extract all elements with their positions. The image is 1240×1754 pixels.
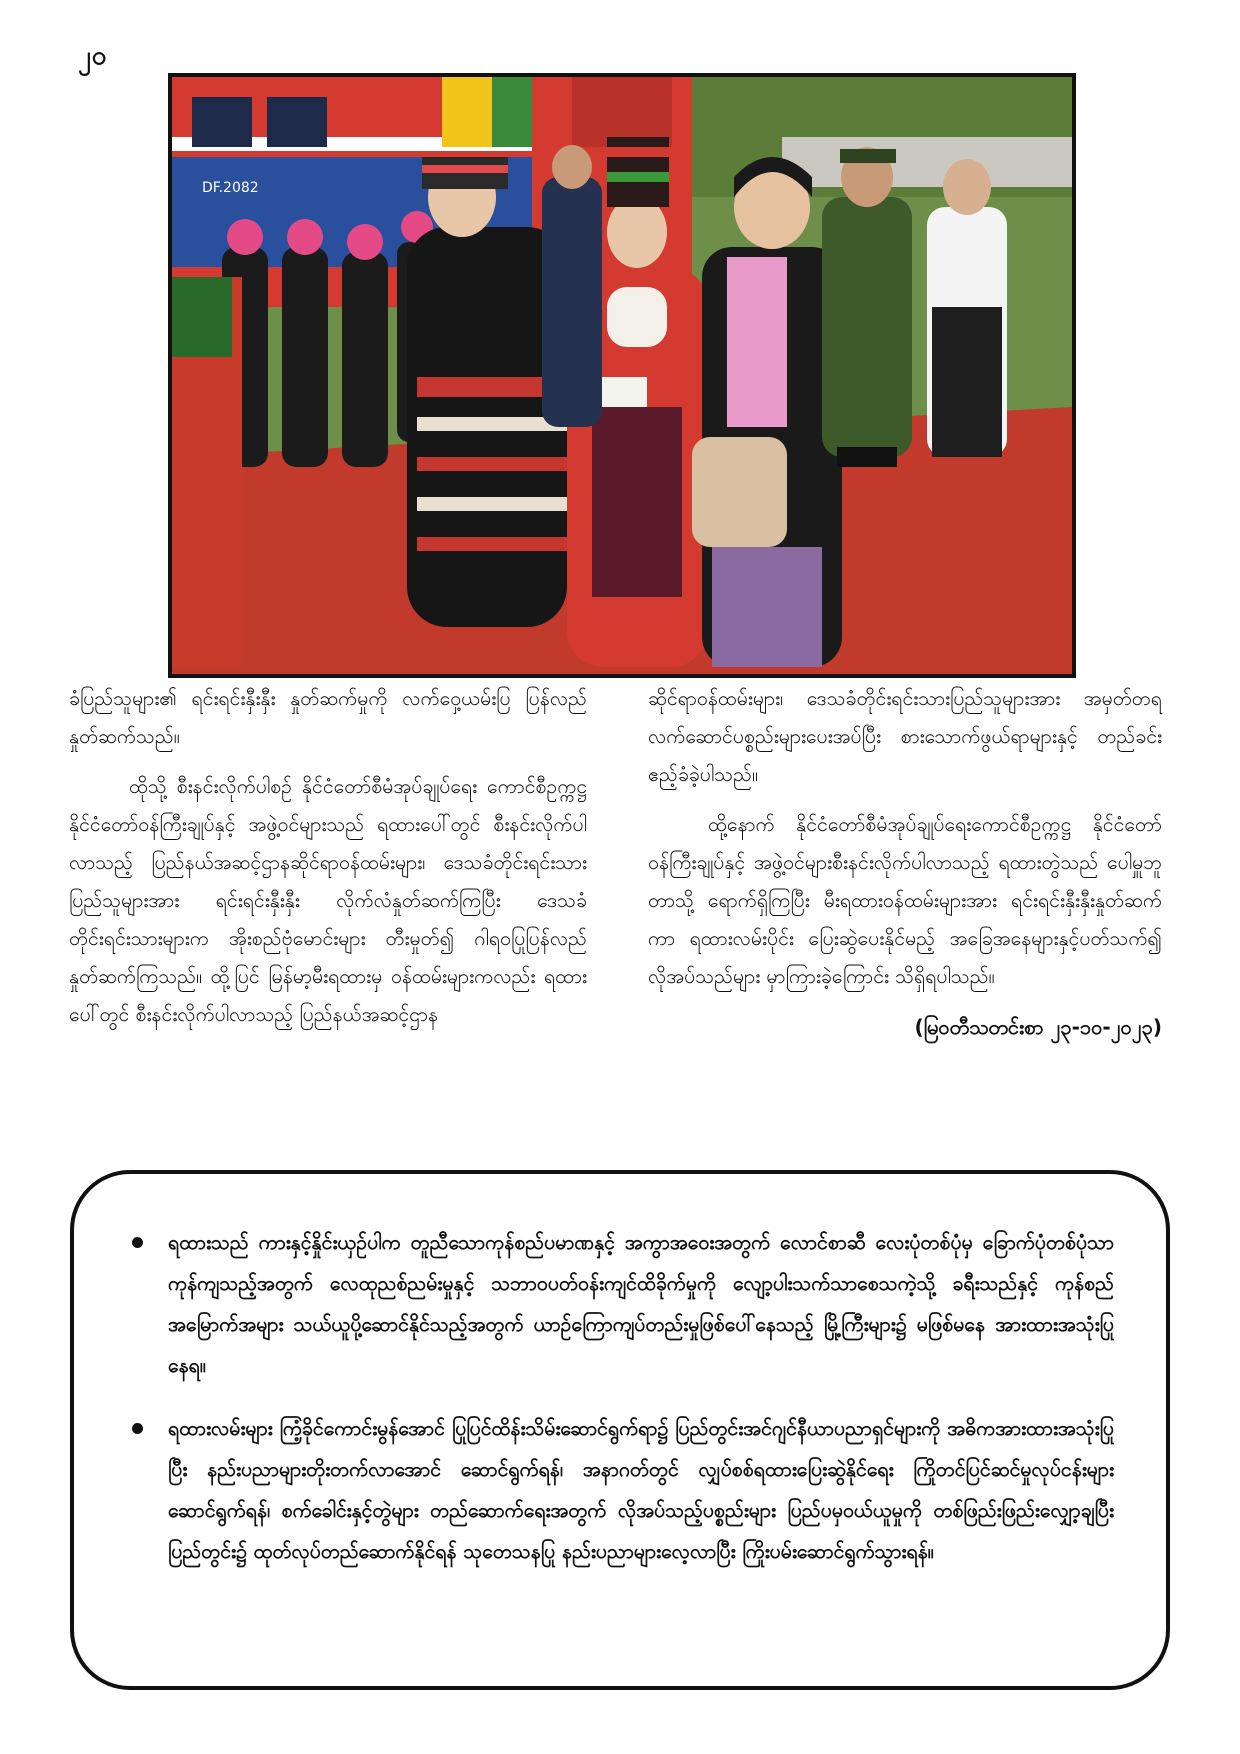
news-source: (မြဝတီသတင်းစာ ၂၃-၁၀-၂၀၂၃)	[914, 1015, 1162, 1039]
photo-illustration	[172, 77, 1072, 674]
article-paragraph: ထို့နောက် နိုင်ငံတော်စီမံအုပ်ချုပ်ရေးကောင်စီဥက္ကဋ္ဌ နိုင်ငံတော်ဝန်ကြီးချုပ်နှင့် အဖွဲ့ဝင်များစီးနင်းလိုက်ပါလာသည့် ရထားတွဲသည် ပေါမှူဘူတာသို့ ရောက်ရှိကြပြီး မီးရထားဝန်ထမ်းများအား ရင်းရင်းနှီးနှီးနှုတ်ဆက်ကာ ရထားလမ်းပိုင်း ပြေးဆွဲပေးနိုင်မည့် အခြေအနေများနှင့်ပတ်သက်၍ လိုအပ်သည်များ မှာကြားခဲ့ကြောင်း သိရှိရပါသည်။	[648, 813, 1162, 988]
handbag	[692, 437, 787, 547]
article-paragraph: ဆိုင်ရာဝန်ထမ်းများ၊ ဒေသခံတိုင်းရင်းသားပြည်သူများအား အမှတ်တရလက်ဆောင်ပစ္စည်းများပေးအပ်ပြီး စားသောက်ဖွယ်ရာများနှင့် တည်ခင်းဧည့်ခံခဲ့ပါသည်။	[648, 687, 1162, 786]
page-number: ၂၀	[78, 41, 108, 71]
news-photo	[168, 73, 1076, 678]
article-paragraph: ခံပြည်သူများ၏ ရင်းရင်းနှီးနှီး နှုတ်ဆက်မှုကို လက်ဝှေ့ယမ်းပြ ပြန်လည်နှုတ်ဆက်သည်။	[69, 687, 587, 748]
locomotive-number: DF.2082	[202, 180, 259, 196]
bullet-icon	[132, 1237, 143, 1248]
highlight-box	[70, 1170, 1170, 1690]
article-paragraph: ထိုသို့ စီးနင်းလိုက်ပါစဉ် နိုင်ငံတော်စီမံအုပ်ချုပ်ရေး ကောင်စီဥက္ကဋ္ဌ နိုင်ငံတော်ဝန်ကြီးချုပ်နှင့် အဖွဲ့ဝင်များသည် ရထားပေါ်တွင် စီးနင်းလိုက်ပါလာသည့် ပြည်နယ်အဆင့်ဌာနဆိုင်ရာဝန်ထမ်းများ၊ ဒေသခံတိုင်းရင်းသားပြည်သူများအား ရင်းရင်းနှီးနှီး လိုက်လံနှုတ်ဆက်ကြပြီး ဒေသခံတိုင်းရင်းသားများက အိုးစည်ဗုံမောင်းများ တီးမှုတ်၍ ဂါရဝပြုပြန်လည်နှုတ်ဆက်ကြသည်။ ထို့ပြင် မြန်မာ့မီးရထားမှ ဝန်ထမ်းများကလည်း ရထားပေါ်တွင် စီးနင်းလိုက်ပါလာသည့် ပြည်နယ်အဆင့်ဌာန	[69, 775, 587, 1026]
highlight-item-text: ရထားလမ်းများ ကြံ့ခိုင်ကောင်းမွန်အောင် ပြုပြင်ထိန်းသိမ်းဆောင်ရွက်ရာ၌ ပြည်တွင်းအင်ဂျင်နီယာပညာရှင်များကို အဓိကအားထားအသုံးပြုပြီး နည်းပညာများတိုးတက်လာအောင် ဆောင်ရွက်ရန်၊ အနာဂတ်တွင် လျှပ်စစ်ရထားပြေးဆွဲနိုင်ရေး ကြိုတင်ပြင်ဆင်မှုလုပ်ငန်းများဆောင်ရွက်ရန်၊ စက်ခေါင်းနှင့်တွဲများ တည်ဆောက်ရေးအတွက် လိုအပ်သည့်ပစ္စည်းများ ပြည်ပမှဝယ်ယူမှုကို တစ်ဖြည်းဖြည်းလျှော့ချပြီး ပြည်တွင်း၌ ထုတ်လုပ်တည်ဆောက်နိုင်ရန် သုတေသနပြု နည်းပညာများလေ့လာပြီး ကြိုးပမ်းဆောင်ရွက်သွားရန်။	[168, 1417, 1114, 1563]
article-column-left	[69, 680, 587, 1046]
highlight-list	[124, 1222, 1114, 1572]
highlight-item	[124, 1408, 1114, 1572]
highlight-item	[124, 1222, 1114, 1386]
article-column-right	[648, 680, 1162, 1046]
bullet-icon	[132, 1423, 143, 1434]
highlight-item-text: ရထားသည် ကားနှင့်နှိုင်းယှဉ်ပါက တူညီသောကုန်စည်ပမာဏနှင့် အကွာအဝေးအတွက် လောင်စာဆီ လေးပုံတစ်ပုံမှ ခြောက်ပုံတစ်ပုံသာ ကုန်ကျသည့်အတွက် လေထုညစ်ညမ်းမှုနှင့် သဘာဝပတ်ဝန်းကျင်ထိခိုက်မှုကို လျော့ပါးသက်သာစေသကဲ့သို့ ခရီးသည်နှင့် ကုန်စည်အမြောက်အများ သယ်ယူပို့ဆောင်နိုင်သည့်အတွက် ယာဉ်ကြောကျပ်တည်းမှုဖြစ်ပေါ်နေသည့် မြို့ကြီးများ၌ မဖြစ်မနေ အားထားအသုံးပြုနေရ။	[168, 1231, 1114, 1377]
